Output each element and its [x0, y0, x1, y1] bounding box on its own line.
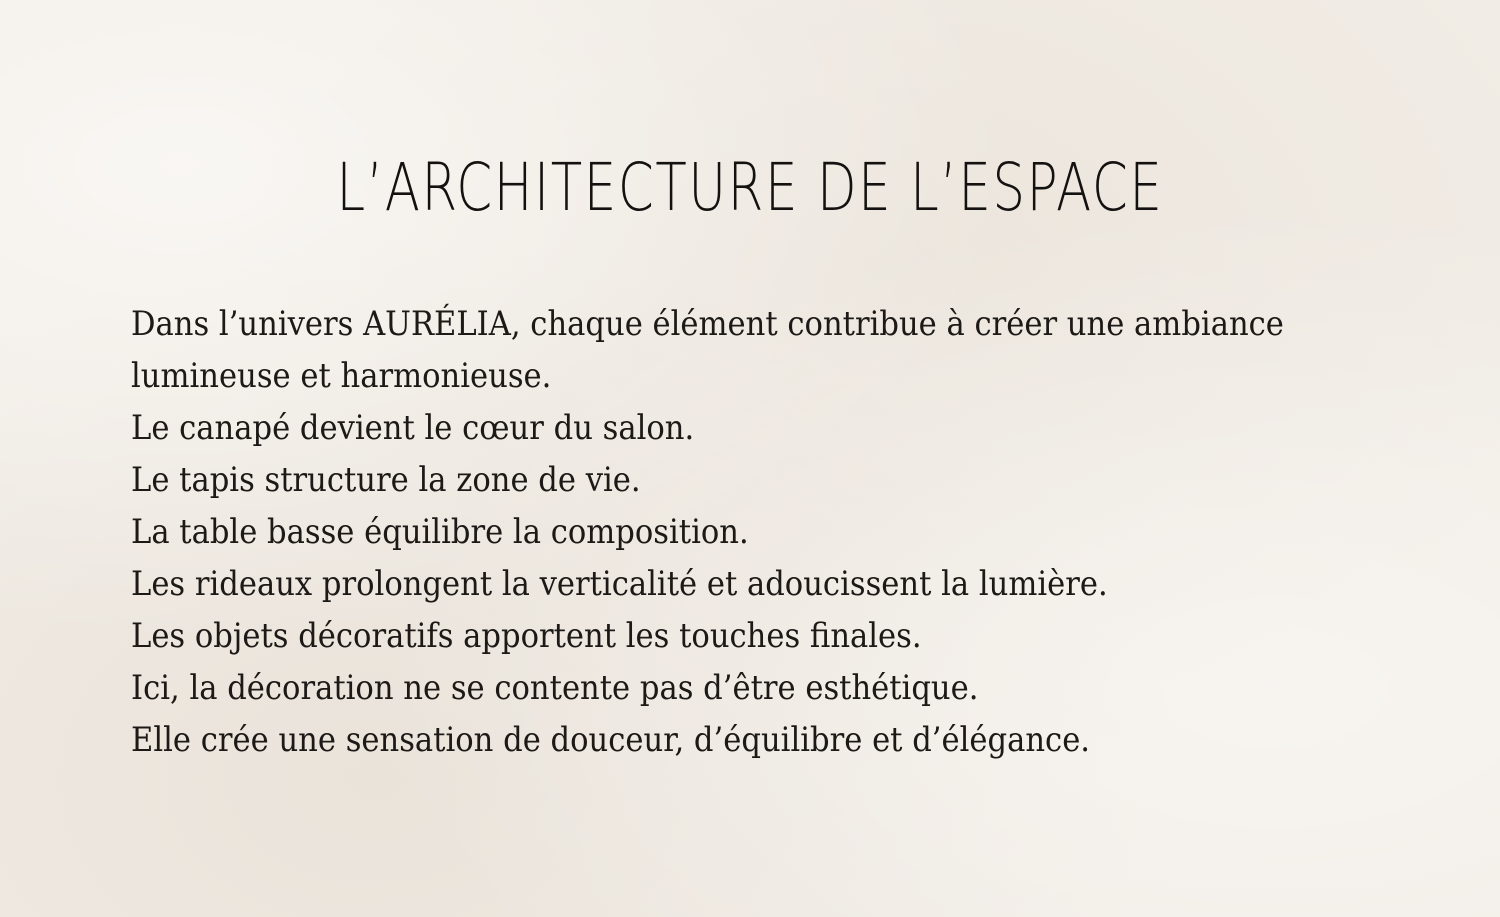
body-paragraph [131, 298, 1431, 766]
paragraph-line: Dans l’univers AURÉLIA, chaque élément contribue à créer une ambiance [131, 304, 1284, 344]
paragraph-line: Ici, la décoration ne se contente pas d’être esthétique. [131, 668, 979, 708]
paragraph-line: Les objets décoratifs apportent les touches finales. [131, 616, 922, 656]
paragraph-line: lumineuse et harmonieuse. [131, 356, 552, 396]
paragraph-line: La table basse équilibre la composition. [131, 512, 749, 552]
paragraph-line: Le canapé devient le cœur du salon. [131, 408, 695, 448]
paragraph-line: Elle crée une sensation de douceur, d’équilibre et d’élégance. [131, 720, 1091, 760]
paragraph-line: Les rideaux prolongent la verticalité et adoucissent la lumière. [131, 564, 1108, 604]
paragraph-line: Le tapis structure la zone de vie. [131, 460, 641, 500]
page-title: L’ARCHITECTURE DE L’ESPACE [336, 149, 1164, 226]
